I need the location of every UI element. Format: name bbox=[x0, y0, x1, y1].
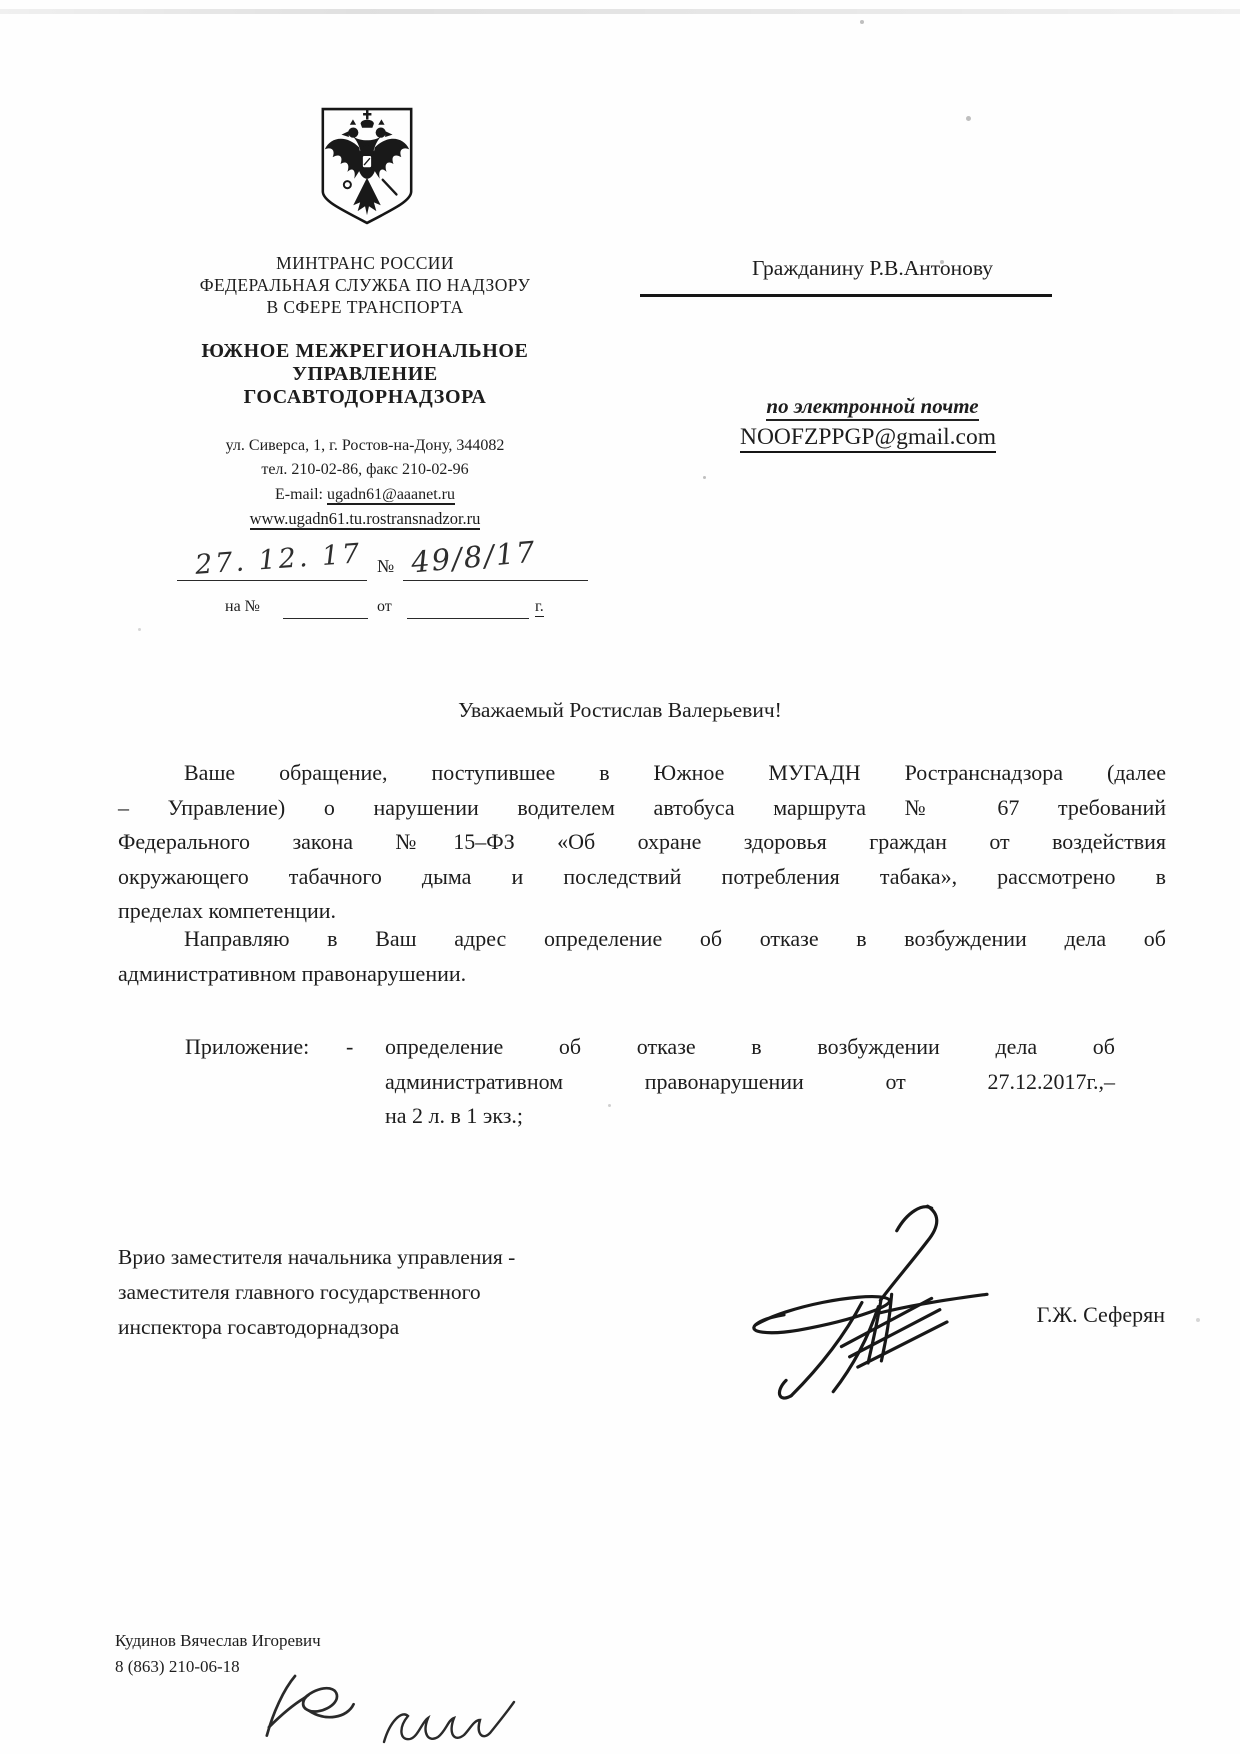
organization-name-line: УПРАВЛЕНИЕ bbox=[292, 363, 438, 385]
signer-title bbox=[118, 1240, 738, 1344]
paragraph-line: Ваше обращение, поступившее в Южное МУГАДН Ространснадзора (далее bbox=[184, 760, 1166, 785]
signer-title-line: заместителя главного государственного bbox=[118, 1279, 481, 1304]
reply-from-label: от bbox=[377, 598, 392, 615]
email-row bbox=[115, 483, 615, 507]
attachment-dash: - bbox=[346, 1034, 354, 1059]
paragraph-line: Федерального закона №15–ФЗ «Об охране здоровья граждан от воздействия bbox=[118, 829, 1166, 855]
attachment-line: на 2 л. в 1 экз.; bbox=[385, 1103, 524, 1129]
scan-edge-band bbox=[0, 9, 1240, 14]
year-suffix: г. bbox=[535, 598, 544, 615]
phone-fax: тел. 210-02-86, факс 210-02-96 bbox=[261, 461, 469, 478]
paragraph-line: административном правонарушении. bbox=[118, 960, 467, 986]
attachment-line: определение об отказе в возбуждении дела об bbox=[385, 1034, 1115, 1059]
email-label: E-mail: bbox=[275, 486, 323, 503]
signer-title-line: инспектора госавтодорнадзора bbox=[118, 1314, 400, 1339]
paragraph-line: – Управление) о нарушении водителем автобуса маршрута № 67 требований bbox=[118, 794, 1166, 820]
website-row bbox=[115, 507, 615, 531]
signer-title-line: Врио заместителя начальника управления - bbox=[118, 1245, 516, 1269]
scan-speck bbox=[1196, 1318, 1200, 1322]
org-website-link: www.ugadn61.tu.rostransnadzor.ru bbox=[249, 509, 481, 528]
scan-speck bbox=[860, 20, 864, 24]
paragraph-line: окружающего табачного дыма и последствий потребления табака», рассмотрено в bbox=[118, 863, 1166, 889]
secondary-scribble-icon bbox=[378, 1690, 518, 1754]
recipient-name: Гражданину Р.В.Антонову bbox=[751, 256, 994, 280]
recipient-email bbox=[678, 424, 1058, 451]
organization-name-line: ЮЖНОЕ МЕЖРЕГИОНАЛЬНОЕ bbox=[201, 340, 529, 362]
recipient-email-text: NOOFZPPGP@gmail.com bbox=[740, 424, 996, 453]
signer-name: Г.Ж. Сеферян bbox=[1036, 1302, 1165, 1327]
scan-speck bbox=[138, 628, 141, 631]
handwritten-number: 49/8/17 bbox=[409, 534, 539, 580]
organization-name-line: ГОСАВТОДОРНАДЗОРА bbox=[243, 386, 487, 408]
number-sign: № bbox=[377, 556, 395, 576]
contact-block bbox=[115, 434, 615, 531]
ministry-line: ФЕДЕРАЛЬНАЯ СЛУЖБА ПО НАДЗОРУ bbox=[199, 275, 531, 295]
paragraph-1 bbox=[118, 756, 1166, 929]
reply-ref-label: на № bbox=[225, 598, 260, 615]
organization-name bbox=[115, 340, 615, 409]
scan-speck bbox=[703, 476, 706, 479]
paragraph-2 bbox=[118, 922, 1166, 991]
reply-ref-row bbox=[115, 596, 615, 624]
postal-address: ул. Сиверса, 1, г. Ростов-на-Дону, 344082 bbox=[225, 437, 505, 454]
salutation: Уважаемый Ростислав Валерьевич! bbox=[458, 698, 782, 722]
org-email-link: ugadn61@aaanet.ru bbox=[326, 486, 455, 503]
recipient-underline bbox=[640, 294, 1052, 297]
executor-initials-icon bbox=[248, 1668, 363, 1753]
paragraph-line: Направляю в Ваш адрес определение об отказе в возбуждении дела об bbox=[184, 926, 1166, 951]
handwritten-date: 27. 12. 17 bbox=[194, 538, 364, 581]
executor-name: Кудинов Вячеслав Игоревич bbox=[115, 1631, 321, 1650]
attachment-line: административном правонарушении от 27.12.2017г.,– bbox=[385, 1068, 1115, 1094]
ministry-line: МИНТРАНС РОССИИ bbox=[276, 253, 454, 273]
delivery-method bbox=[690, 394, 1055, 419]
outgoing-ref-row bbox=[115, 534, 615, 594]
executor-phone: 8 (863) 210-06-18 bbox=[115, 1657, 240, 1676]
paragraph-line: пределах компетенции. bbox=[118, 898, 337, 924]
scan-speck bbox=[966, 116, 971, 121]
attachment-text bbox=[385, 1030, 1115, 1134]
ministry-header bbox=[115, 252, 615, 318]
attachment-label: Приложение: bbox=[185, 1034, 310, 1059]
delivery-method-text: по электронной почте bbox=[766, 394, 978, 421]
ministry-line: В СФЕРЕ ТРАНСПОРТА bbox=[266, 297, 464, 317]
coat-of-arms-icon bbox=[313, 103, 421, 231]
